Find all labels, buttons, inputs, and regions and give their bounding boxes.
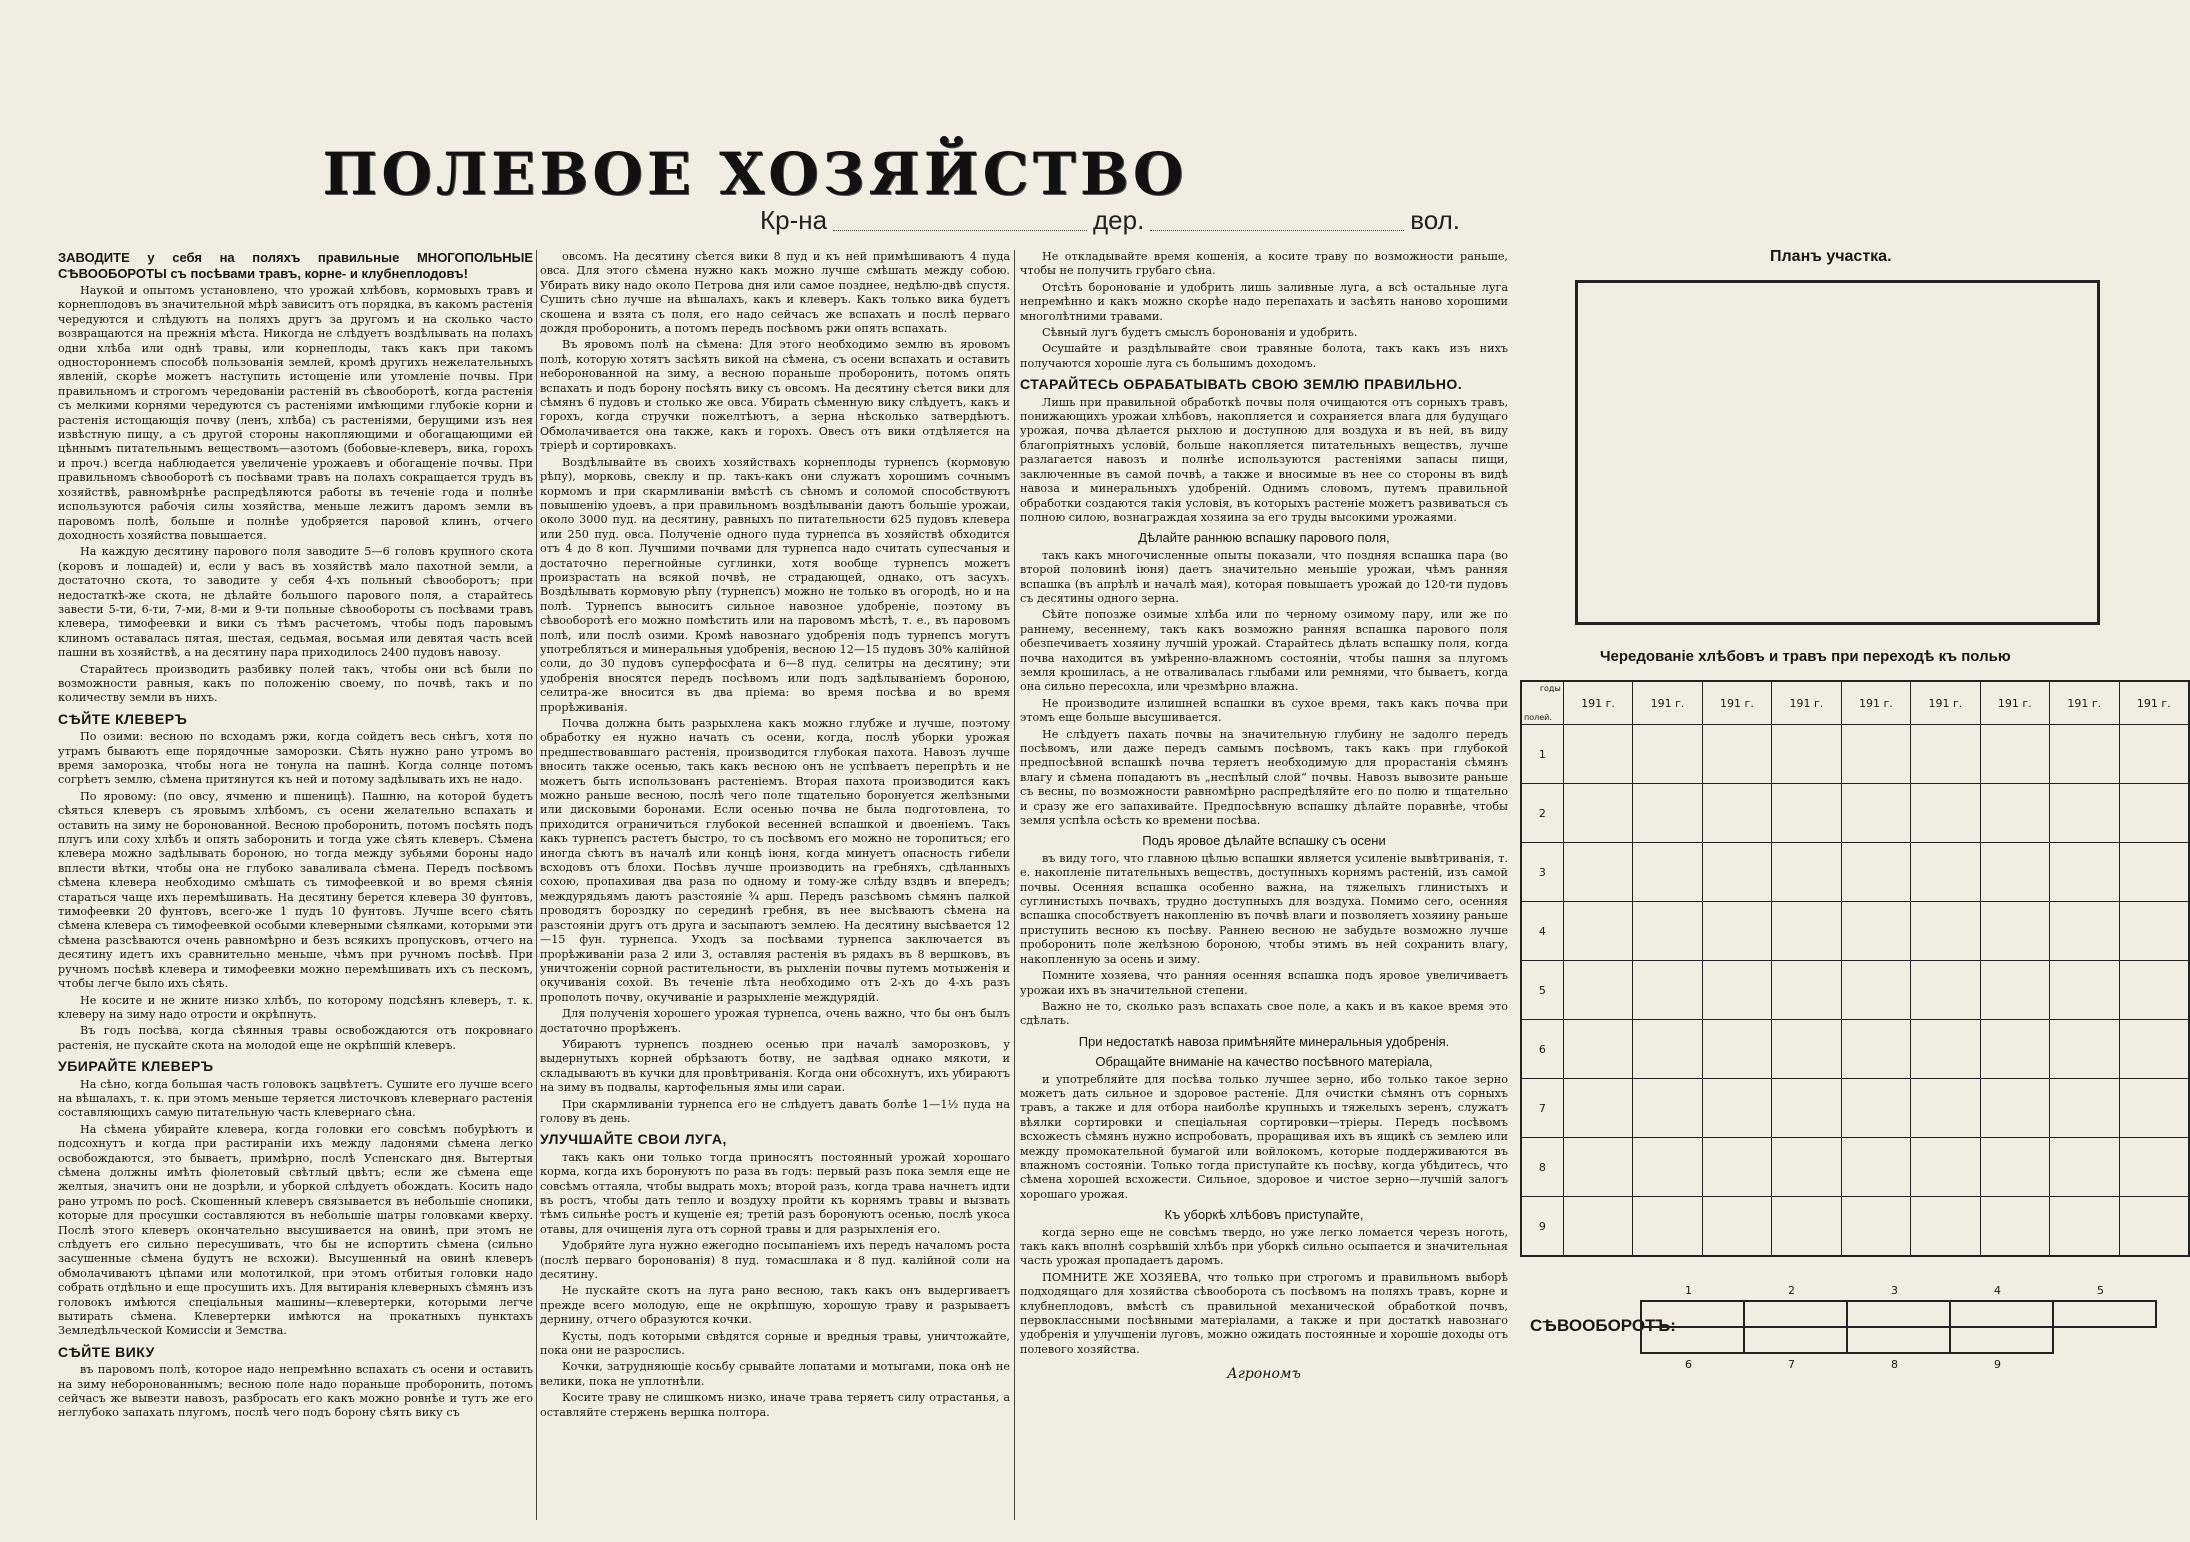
corner-years: годы: [1539, 684, 1561, 693]
grid-cell[interactable]: [1980, 961, 2049, 1020]
grid-cell[interactable]: [2050, 725, 2119, 784]
grid-cell[interactable]: [1563, 1079, 1632, 1138]
grid-cell[interactable]: [2050, 843, 2119, 902]
paragraph: Воздѣлывайте въ своихъ хозяйствахъ корнеплоды турнепсъ (кормовую рѣпу), морковь, свеклу и пр. такъ-какъ они служатъ хорошимъ сочнымъ кормомъ и при скармливаніи вмѣстѣ съ сѣномъ и соломой способствуютъ повышенію удоевъ, а при правильномъ воздѣлываніи даютъ большіе урожаи, около 3000 пуд. на десятину, равныхъ по питательности 625 пудовъ клевера или 250 пуд. овса. Полученіе одного пуда турнепса въ хозяйствѣ обходится отъ 4 до 8 коп. Лучшими почвами для турнепса надо считать супесчаныя и достаточно перегнойные суглинки, хотя вообще турнепсъ можетъ произрастать на всякой почвѣ, не страдающей, однако, отъ засухъ. Воздѣлывать кормовую рѣпу (турнепсъ) можно не только въ огородѣ, но и на полѣ. Турнепсъ выноситъ сильное навозное удобреніе, поэтому въ сѣвооборотѣ его можно помѣстить или на паровомъ мѣстѣ, т. е., въ паровомъ полѣ, или послѣ озими. Кромѣ навознаго удобренія подъ турнепсъ могутъ употребляться и минеральныя удобренія, весною 12—15 пудовъ 30% калійной соли, до 30 пудовъ суперфосфата и 6—8 пуд. селитры на десятину; эти удобренія вносятся передъ посѣвомъ или подъ задѣлываніемъ бороною, селитра-же вносится въ два пріема: во время посѣва и во время прорѣживанія.: [540, 455, 1010, 714]
grid-cell[interactable]: [2119, 784, 2189, 843]
subheading: Дѣлайте раннюю вспашку парового поля,: [1138, 530, 1390, 546]
grid-cell[interactable]: [1633, 843, 1702, 902]
grid-cell[interactable]: [1563, 1138, 1632, 1197]
paragraph: На сѣмена убирайте клевера, когда головки его совсѣмъ побурѣютъ и подсохнутъ и когда при растираніи ихъ между ладонями сѣмена легко освобождаются, это бываетъ, примѣрно, послѣ Успенскаго дня. Вытертыя сѣмена должны имѣть фіолетовый свѣтлый цвѣтъ; если же сѣмена еще желтыя, значитъ они не дозрѣли, и уборкой слѣдуетъ обождать. Косить надо рано утромъ по росѣ. Скошенный клеверъ связывается въ небольшіе снопики, которые для просушки составляются въ небольшіе шатры головками кверху. Послѣ этого клеверъ окончательно высушивается на овинѣ, при этомъ не слѣдуетъ его сильно пересушивать, что бы не испортить сѣмена (сильно засушенные сѣмена будутъ не всхожи). Высушенный на овинѣ клеверъ обмолачиваютъ цѣпами или молотилкой, при этомъ отбитыя головки надо собрать отдѣльно и еще просушить ихъ. Для вытиранія клеверныхъ сѣмянъ изъ головокъ имѣются спеціальныя машины—клевертерки, которыми легче вытирать сѣмена. Клевертерки имѣются на прокатныхъ пунктахъ Земледѣльческой Комиссіи и Земства.: [58, 1122, 533, 1338]
grid-cell[interactable]: [1841, 1138, 1910, 1197]
year-cell: 191 г.: [1841, 681, 1910, 725]
grid-cell[interactable]: [1633, 1197, 1702, 1257]
paragraph: ПОМНИТЕ ЖЕ ХОЗЯЕВА, что только при строгомъ и правильномъ выборѣ подходящаго для хозяйства сѣвооборота съ посѣвомъ на поляхъ травъ, корне и клубнеплодовъ, вмѣстѣ съ правильной механической обработкой почвъ, первоклассными посѣвными матеріалами, а также и при достаткѣ навознаго удобренія и улучшеніи луговъ, можно ожидать постоянные и хорошіе доходы отъ полевого хозяйства.: [1020, 1270, 1508, 1356]
der-label: дер.: [1092, 205, 1145, 235]
grid-cell[interactable]: [1841, 902, 1910, 961]
grid-cell[interactable]: [1911, 725, 1980, 784]
grid-cell[interactable]: [1563, 1020, 1632, 1079]
grid-cell[interactable]: [1911, 1138, 1980, 1197]
paragraph: При скармливаніи турнепса его не слѣдуетъ давать болѣе 1—1½ пуда на голову въ день.: [540, 1097, 1010, 1125]
paragraph: Не производите излишней вспашки въ сухое время, такъ какъ почва при этомъ еще больше высушивается.: [1020, 696, 1508, 725]
grid-cell[interactable]: [2119, 725, 2189, 784]
grid-cell[interactable]: [1702, 902, 1771, 961]
grid-cell[interactable]: [2119, 1020, 2189, 1079]
kr-fill: [833, 230, 1087, 231]
grid-row: [1521, 1079, 2189, 1138]
sevooborot-number: 1: [1685, 1284, 1692, 1297]
sevooborot-box[interactable]: [1743, 1326, 1848, 1354]
paragraph: Косите траву не слишкомъ низко, иначе трава теряетъ силу отрастанья, а оставляйте стержень вершка полтора.: [540, 1391, 1010, 1419]
year-cell: 191 г.: [1911, 681, 1980, 725]
section-heading: СѢЙТЕ КЛЕВЕРЪ: [58, 710, 188, 727]
paragraph: Важно не то, сколько разъ вспахать свое поле, а какъ и въ какое время это сдѣлать.: [1020, 999, 1508, 1028]
grid-cell[interactable]: [1563, 843, 1632, 902]
grid-cell[interactable]: [1772, 843, 1841, 902]
subheading: Къ уборкѣ хлѣбовъ приступайте,: [1164, 1207, 1364, 1223]
sevooborot-box[interactable]: [1743, 1300, 1848, 1328]
year-cell: 191 г.: [1563, 681, 1632, 725]
paragraph: На каждую десятину парового поля заводите 5—6 головъ крупного скота (коровъ и лошадей) и, если у васъ въ хозяйствѣ мало пахотной земли, а достаточно скота, то заводите у себя 4-хъ польный сѣвооборотъ; при недостаткѣ-же скота, не дѣлайте большого парового поля, а старайтесь завести 5-ти, 6-ти, 7-ми, 8-ми и 9-ти польные сѣвообороты съ посѣвами травъ клевера, тимофеевки и вики съ тѣмъ расчетомъ, чтобы подъ паровымъ клиномъ оставалась пятая, шестая, седьмая, восьмая или девятая часть всей пашни въ хозяйствѣ, а на десятину пара приходилось 2400 пудовъ навозу.: [58, 545, 533, 660]
sevooborot-number: 3: [1891, 1284, 1898, 1297]
field-number: 6: [1521, 1020, 1563, 1079]
subheading: Подъ яровое дѣлайте вспашку съ осени: [1142, 833, 1386, 849]
grid-cell[interactable]: [1702, 725, 1771, 784]
sevooborot-number: 7: [1788, 1358, 1795, 1371]
grid-cell[interactable]: [1633, 1138, 1702, 1197]
field-number: 1: [1521, 725, 1563, 784]
grid-cell[interactable]: [1980, 843, 2049, 902]
grid-cell[interactable]: [1980, 1020, 2049, 1079]
field-number: 2: [1521, 784, 1563, 843]
vol-label: вол.: [1410, 205, 1461, 235]
grid-cell[interactable]: [1911, 1079, 1980, 1138]
year-cell: 191 г.: [1633, 681, 1702, 725]
grid-cell[interactable]: [1633, 1020, 1702, 1079]
paragraph: Отсѣть боронованіе и удобрить лишь заливные луга, а всѣ остальные луга непремѣнно и какъ можно скорѣе надо перепахать и засѣять наново хорошими многолѣтними травами.: [1020, 280, 1508, 323]
field-number: 7: [1521, 1079, 1563, 1138]
grid-cell[interactable]: [1633, 902, 1702, 961]
section-heading: СТАРАЙТЕСЬ ОБРАБАТЫВАТЬ СВОЮ ЗЕМЛЮ ПРАВИЛЬНО.: [1020, 376, 1463, 393]
grid-cell[interactable]: [2050, 1138, 2119, 1197]
paragraph: овсомъ. На десятину сѣется вики 8 пуд и къ ней примѣшиваютъ 4 пуда овса. Для этого сѣмена нужно какъ можно лучше смѣшать между собою. Убирать вику надо около Петрова дня или самое позднее, недѣлю-двѣ спустя. Сушить сѣно лучше на вѣшалахъ, какъ и клеверъ. Какъ только вика будетъ скошена и взята съ поля, его надо сейчасъ же вспахать и послѣ перваго дождя проборонить, а потомъ передъ посѣвомъ ржи опять вспахать.: [540, 250, 1010, 336]
sevooborot-number: 8: [1891, 1358, 1898, 1371]
field-number: 4: [1521, 902, 1563, 961]
paragraph: Сѣвный лугъ будетъ смыслъ боронованія и удобрить.: [1042, 326, 1358, 340]
grid-cell[interactable]: [2119, 961, 2189, 1020]
signature: Агрономъ: [1227, 1366, 1301, 1383]
sevooborot-number: 6: [1685, 1358, 1692, 1371]
plan-label: Планъ участка.: [1770, 248, 1892, 265]
grid-cell[interactable]: [1980, 784, 2049, 843]
grid-header-row: [1521, 681, 2189, 725]
grid-cell[interactable]: [1563, 961, 1632, 1020]
grid-row: [1521, 1138, 2189, 1197]
section-heading: СѢЙТЕ ВИКУ: [58, 1343, 155, 1360]
grid-cell[interactable]: [2119, 843, 2189, 902]
grid-cell[interactable]: [1563, 902, 1632, 961]
grid-cell[interactable]: [2119, 1197, 2189, 1257]
sevooborot-box[interactable]: [1949, 1326, 2054, 1354]
grid-cell[interactable]: [1702, 1020, 1771, 1079]
grid-cell[interactable]: [1772, 1197, 1841, 1257]
paragraph: Наукой и опытомъ установлено, что урожай хлѣбовъ, кормовыхъ травъ и корнеплодовъ въ значительной мѣрѣ зависитъ отъ порядка, въ какомъ растенія чередуются и слѣдуютъ на поляхъ другъ за другомъ и на сколько часто возвращаются на прежнія мѣста. Никогда не слѣдуетъ воздѣлывать на полахъ одни хлѣба или однѣ травы, или корнеплоды, такъ какъ при такомъ одностороннемъ способѣ пользованія землей, кромѣ другихъ нежелательныхъ явленій, скорѣе можетъ наступить истощеніе или утомленіе почвы. При правильномъ и строгомъ чередованіи растеній въ сѣвооборотѣ, когда растенія съ мелкими корнями чередуются съ растеніями имѣющими глубокіе корни и растенія истощающія почву (ленъ, хлѣба) съ растеніями, берущими изъ нея извѣстную пищу, а съ другой стороны накопляющими и обогащающими ей цѣннымъ питательнымъ веществомъ—азотомъ (бобовые-клеверъ, вика, горохъ и проч.) всегда наблюдается увеличеніе урожаевъ и обогащеніе почвы. При правильномъ сѣвооборотѣ съ посѣвами травъ на полахъ сокращается трудъ въ хозяйствѣ, равномѣрнѣе распредѣляются работы въ теченіе года и полнѣе используются рабочія силы хозяйства, меньше лежитъ даромъ земли въ паровомъ полѣ, больше и полнѣе удобряется паровой клинъ, отчего доходность хозяйства повышается.: [58, 284, 533, 542]
grid-row: [1521, 1197, 2189, 1257]
paragraph: Не слѣдуетъ пахать почвы на значительную глубину не задолго передъ посѣвомъ, или даже передъ самымъ посѣвомъ, такъ какъ при глубокой предпосѣвной вспашкѣ почва теряетъ необходимую для прорастанія сѣмянъ влагу и сѣмена попадаютъ въ „неспѣлый слой“ почвы. Навозъ вывозите раньше съ весны, по возможности равномѣрно распредѣляйте его по полю и тщательно и сразу же его запахивайте. Предпосѣвную вспашку дѣлайте поравнѣе, чтобы земля успѣла осѣсть ко времени посѣва.: [1020, 727, 1508, 828]
sevooborot-box[interactable]: [1640, 1326, 1745, 1354]
grid-cell[interactable]: [1772, 784, 1841, 843]
grid-cell[interactable]: [1563, 725, 1632, 784]
rotation-grid: [1520, 680, 2190, 1257]
paragraph: когда зерно еще не совсѣмъ твердо, но уже легко ломается черезъ ноготь, такъ какъ вполнѣ созрѣвшій хлѣбъ при уборкѣ сильно осыпается и значительная часть урожая пропадаетъ даромъ.: [1020, 1225, 1508, 1268]
grid-cell[interactable]: [1841, 961, 1910, 1020]
lead-text: ЗАВОДИТЕ у себя на поляхъ правильные МНОГОПОЛЬНЫЕ СѢВООБОРОТЫ съ посѣвами травъ, корне- и клубнеплодовъ!: [58, 250, 533, 281]
grid-row: [1521, 961, 2189, 1020]
grid-cell[interactable]: [2050, 961, 2119, 1020]
paragraph: По озими: весною по всходамъ ржи, когда сойдетъ весь снѣгъ, хотя по утрамъ бываютъ еще порядочные заморозки. Сѣять нужно рано утромъ во время заморозка, чтобы нога не тонула на пашнѣ. Когда солнце потомъ согрѣетъ землю, сѣмена притянутся къ ней и потому задѣлывать ихъ не надо.: [58, 730, 533, 787]
corner-fields: полей.: [1524, 713, 1552, 722]
sevooborot-box[interactable]: [1846, 1300, 1951, 1328]
sevooborot-number: 2: [1788, 1284, 1795, 1297]
grid-cell[interactable]: [1633, 784, 1702, 843]
grid-cell[interactable]: [1841, 725, 1910, 784]
grid-cell[interactable]: [1772, 725, 1841, 784]
grid-cell[interactable]: [1980, 725, 2049, 784]
grid-cell[interactable]: [1702, 1197, 1771, 1257]
grid-cell[interactable]: [1980, 1079, 2049, 1138]
sevooborot-number: 9: [1994, 1358, 2001, 1371]
paragraph: Лишь при правильной обработкѣ почвы поля очищаются отъ сорныхъ травъ, понижающихъ урожаи хлѣбовъ, накопляется и сохраняется влага для будущаго урожая, почва дѣлается рыхлою и доступною для воздуха и въ ней, въ виду благопріятныхъ условій, больше накопляется питательныхъ веществъ, лучше разлагается навозъ и полнѣе используются растеніями запасы пищи, заключенные въ самой почвѣ, а также и вносимые въ нее со стороны въ видѣ навоза и минеральныхъ удобреній. Однимъ словомъ, путемъ правильной обработки создаются такія условія, въ которыхъ растеніе можетъ развиваться съ полною силою, вознаграждая хозяина за его труды высокими урожаями.: [1020, 395, 1508, 524]
year-cell: 191 г.: [1980, 681, 2049, 725]
paragraph: Осушайте и раздѣлывайте свои травяные болота, такъ какъ изъ нихъ получаются хорошіе луга съ большимъ доходомъ.: [1020, 342, 1508, 370]
paragraph: Сѣйте попозже озимые хлѣба или по черному озимому пару, или же по раннему, весеннему, такъ какъ возможно ранняя вспашка парового поля обезпечиваетъ хозяину лучшій урожай. Старайтесь дѣлать вспашку поля, когда почва находится въ умѣренно-влажномъ состояніи, чтобы пашня за плугомъ земля крошилась, а не отваливалась глыбами или ремнями, что бываетъ, когда она сильно пересохла, или чрезмѣрно влажна.: [1020, 608, 1508, 694]
paragraph: Убираютъ турнепсъ позднею осенью при началѣ заморозковъ, у выдернутыхъ корней обрѣзаютъ ботву, не задѣвая однако мякоти, и складываютъ въ кучки для провѣтриванія. Когда они обсохнутъ, ихъ убираютъ на зиму въ подвалы, картофельныя ямы или сараи.: [540, 1037, 1010, 1095]
paragraph: Не косите и не жните низко хлѣбъ, по которому подсѣянъ клеверъ, т. к. клеверу на зиму надо отрости и окрѣпнуть.: [58, 993, 533, 1021]
paragraph: Въ годъ посѣва, когда сѣянныя травы освобождаются отъ покровнаго растенія, не пускайте скота на молодой еще не окрѣпшій клеверъ.: [58, 1024, 533, 1052]
grid-cell[interactable]: [1702, 1138, 1771, 1197]
rotation-title: Чередованіе хлѣбовъ и травъ при переходѣ къ полью: [1600, 648, 2011, 665]
field-number: 8: [1521, 1138, 1563, 1197]
year-cell: 191 г.: [1772, 681, 1841, 725]
grid-cell[interactable]: [1563, 1197, 1632, 1257]
plan-box: [1575, 280, 2100, 625]
paragraph: На сѣно, когда большая часть головокъ зацвѣтетъ. Сушите его лучше всего на вѣшалахъ, т. к. при этомъ меньше теряется листочковъ клевернаго растенія составляющихъ самую питательную часть клевернаго сѣна.: [58, 1077, 533, 1120]
grid-cell[interactable]: [1911, 1197, 1980, 1257]
paragraph: Не пускайте скотъ на луга рано весною, такъ какъ онъ выдергиваетъ прежде всего молодую, еще не окрѣпшую, хорошую траву и разрываетъ дернину, отчего образуются кочки.: [540, 1284, 1010, 1327]
sevooborot-box[interactable]: [1640, 1300, 1745, 1328]
sevooborot-box[interactable]: [2052, 1300, 2157, 1328]
grid-cell[interactable]: [1841, 1079, 1910, 1138]
grid-cell[interactable]: [1841, 1020, 1910, 1079]
paragraph: такъ какъ они только тогда приносятъ постоянный урожай хорошаго корма, когда ихъ боронуютъ по раза въ годъ: первый разъ пока земля еще не совсѣмъ оттаяла, чтобы выдрать мохъ; второй разъ, когда трава начнетъ идти въ ростъ, чтобы дать тепло и воздуху пройти къ корнямъ травы и вызвать тѣмъ сильнѣе ростъ и кущеніе ея; третій разъ боронуютъ осенью, послѣ укоса отавы, для очищенія луга отъ сорной травы и для разрыхленія его.: [540, 1150, 1010, 1236]
grid-cell[interactable]: [2119, 1079, 2189, 1138]
grid-cell[interactable]: [2119, 1138, 2189, 1197]
grid-cell[interactable]: [2119, 902, 2189, 961]
column-divider: [1014, 250, 1015, 1520]
grid-cell[interactable]: [1563, 784, 1632, 843]
paragraph: Кусты, подъ которыми свѣдятся сорные и вредныя травы, уничтожайте, пока они не разрослись.: [540, 1329, 1010, 1358]
paragraph: Удобряйте луга нужно ежегодно посыпаніемъ ихъ передъ началомъ роста (послѣ перваго боронованія) 8 пуд. томасшлака и 8 пуд. калійной соли на десятину.: [540, 1239, 1010, 1282]
address-line: [760, 205, 1460, 236]
grid-cell[interactable]: [1633, 725, 1702, 784]
sevooborot-box[interactable]: [1846, 1326, 1951, 1354]
grid-cell[interactable]: [2050, 784, 2119, 843]
grid-cell[interactable]: [1772, 1079, 1841, 1138]
grid-cell[interactable]: [1980, 902, 2049, 961]
sevooborot-number: 4: [1994, 1284, 2001, 1297]
paragraph: По яровому: (по овсу, ячменю и пшеницѣ). Пашню, на которой будетъ сѣяться клеверъ съ яровымъ хлѣбомъ, съ осени желательно вспахать и оставить на зиму не боронованной. Весною проборонить, потомъ посѣять подъ плугъ или соху хлѣбъ и опять заборонить и тогда уже сѣять клеверъ. Сѣмена клевера можно задѣлывать бороною, но тогда между зубьями бороны надо вплести вѣтки, чтобы она не глубоко заваливала сѣмена. Передъ посѣвомъ сѣмена клевера необходимо смѣшать съ тимофеевкой и во время сѣянія стараться чаще ихъ перемѣшивать. На десятину берется клевера 30 фунтовъ, тимофеевки 20 фунтовъ, всего-же 1 пудъ 10 фунтовъ. Лучше всего сѣять сѣмена клевера съ тимофеевкой особыми клеверными сѣялками, которыми эти сѣмена разсѣваются очень равномѣрно и безъ всякихъ пропусковъ, отчего на десятину идетъ ихъ сравнительно меньше, чѣмъ при ручномъ посѣвѣ. При ручномъ посѣвѣ клевера и тимофеевки можно перемѣшивать ихъ съ пескомъ, чтобы легче было ихъ сѣять.: [58, 789, 533, 991]
field-number: 3: [1521, 843, 1563, 902]
grid-row: [1521, 725, 2189, 784]
grid-cell[interactable]: [1911, 902, 1980, 961]
text-column-2: [540, 250, 1010, 1520]
sevooborot-label: СѢВООБОРОТЪ:: [1530, 1316, 1676, 1335]
grid-cell[interactable]: [1702, 1079, 1771, 1138]
text-column-1: [58, 250, 533, 1520]
grid-cell[interactable]: [1911, 784, 1980, 843]
grid-cell[interactable]: [1633, 961, 1702, 1020]
paragraph: въ паровомъ полѣ, которое надо непремѣнно вспахать съ осени и оставить на зиму неборонованнымъ; весною поле надо пораньше проборонить, потомъ сейчасъ же вывезти навозъ, разбросать его какъ можно ровнѣе и тутъ же его неглубоко запахать плугомъ, послѣ чего подъ борону сѣять вику съ: [58, 1363, 533, 1420]
grid-body: [1521, 725, 2189, 1257]
paragraph: въ виду того, что главною цѣлью вспашки является усиленіе вывѣтриванія, т. е. накопленіе питательныхъ веществъ, доступныхъ корнямъ растеній, изъ самой почвы. Осенняя вспашка особенно важна, на тяжелыхъ глинистыхъ и суглинистыхъ почвахъ, трудно доступныхъ для воздуха. Помимо сего, осенняя вспашка способствуетъ накопленію въ почвѣ влаги и позволяетъ хозяину раньше приступить весною къ посѣву. Раннею весною не забудьте возможно лучше проборонить поле желѣзною бороною, чтобы этимъ въ ней сохранить влагу, накопленную за осень и зиму.: [1020, 851, 1508, 966]
grid-cell[interactable]: [1911, 843, 1980, 902]
grid-cell[interactable]: [1911, 1020, 1980, 1079]
paragraph: Почва должна быть разрыхлена какъ можно глубже и лучше, поэтому обработку ея нужно начать съ осени, когда, послѣ уборки урожая предшествовавшаго растенія, производится глубокая пахота. Навозъ лучше вносить также осенью, такъ какъ весною онъ не успѣваетъ перепрѣть и не можетъ быть использованъ растеніемъ. Вторая пахота производится какъ можно раньше весною, послѣ чего поле тщательно боронуется желѣзными или дисковыми боронами. Если осенью почва не была подготовлена, то приходится ограничиться глубокой весенней вспашкой и двоеніемъ. Такъ какъ турнепсъ растетъ быстро, то съ посѣвомъ его можно не торопиться; его иногда сѣютъ въ началѣ или концѣ іюня, когда минуетъ опасность гибели всходовъ отъ блохи. Посѣвъ лучше производить на гребняхъ, сдѣланныхъ сохою, пропахивая два раза по одному и тому-же слѣду вздвъ и впередъ; междурядьямъ даютъ разстояніе ¾ арш. Передъ разсѣвомъ сѣмянъ палкой проводятъ бороздку по серединѣ гребня, въ нее высѣваютъ сѣмена на разстояніи другъ отъ друга и засыпаютъ землею. На десятину высѣвается 12—15 фун. турнепса. Уходъ за посѣвами турнепса заключается въ прорѣживаніи раза 2 или 3, оставляя растенія въ рядахъ въ 8 вершковъ, въ уничтоженіи сорной растительности, въ рыхленіи почвы путемъ мотыженія и окучиванія сохой. Въ теченіе лѣта необходимо отъ 2-хъ до 4-хъ разъ прополоть почву, окучиваніе и разрыхленіе междурядій.: [540, 717, 1010, 1004]
grid-cell[interactable]: [1772, 1020, 1841, 1079]
paragraph: Помните хозяева, что ранняя осенняя вспашка подъ яровое увеличиваетъ урожаи ихъ въ значительной степени.: [1020, 969, 1508, 997]
year-cell: 191 г.: [1702, 681, 1771, 725]
column-divider: [536, 250, 537, 1520]
paragraph: такъ какъ многочисленные опыты показали, что поздняя вспашка пара (во второй половинѣ іюня) даетъ значительно меньшіе урожаи, чѣмъ ранняя вспашка (въ апрѣлѣ и началѣ мая), которая повышаетъ урожай до 120-ти пудовъ съ десятины одного зерна.: [1020, 548, 1508, 605]
grid-cell[interactable]: [2050, 1197, 2119, 1257]
grid-cell[interactable]: [1702, 961, 1771, 1020]
der-fill: [1150, 230, 1404, 231]
subheading: Обращайте вниманіе на качество посѣвного матеріала,: [1095, 1054, 1433, 1070]
paragraph: Для полученія хорошего урожая турнепса, очень важно, что бы онъ былъ достаточно прорѣженъ.: [540, 1007, 1010, 1035]
year-cell: 191 г.: [2050, 681, 2119, 725]
year-cell: 191 г.: [2119, 681, 2189, 725]
field-number: 9: [1521, 1197, 1563, 1257]
grid-row: [1521, 902, 2189, 961]
paragraph: и употребляйте для посѣва только лучшее зерно, ибо только такое зерно можетъ дать сильное и здоровое растеніе. Для очистки сѣмянъ отъ сорныхъ травъ, а также и для отбора наиболѣе крупныхъ и тяжелыхъ зеренъ, служатъ вѣялки сортировки и спеціальная сортировки—тріеры. Передъ посѣвомъ всхожесть сѣмянъ нужно испробовать, проращивая ихъ въ ящикѣ съ землею или между промокательной бумагой или войлокомъ, которые поддерживаются въ влажномъ состояніи. Только тогда приступайте къ посѣву, когда убѣдитесь, что сѣмена хорошей всхожести. Сильное, здоровое и чистое зерно—лучшій залогъ хорошаго урожая.: [1020, 1072, 1508, 1201]
grid-cell[interactable]: [2050, 1079, 2119, 1138]
grid-cell[interactable]: [1911, 961, 1980, 1020]
grid-cell[interactable]: [2050, 1020, 2119, 1079]
section-heading: УЛУЧШАЙТЕ СВОИ ЛУГА,: [540, 1131, 727, 1148]
sevooborot-box[interactable]: [1949, 1300, 2054, 1328]
grid-cell[interactable]: [1980, 1138, 2049, 1197]
paragraph: Не откладывайте время кошенія, а косите траву по возможности раньше, чтобы не получить грубаго сѣна.: [1020, 250, 1508, 278]
grid-corner: [1521, 681, 1563, 725]
paragraph: Кочки, затрудняющіе косьбу срывайте лопатами и мотыгами, пока онѣ не велики, пока не уплотнѣли.: [540, 1360, 1010, 1388]
grid-row: [1521, 784, 2189, 843]
grid-cell[interactable]: [1980, 1197, 2049, 1257]
grid-cell[interactable]: [1702, 784, 1771, 843]
grid-row: [1521, 1020, 2189, 1079]
paragraph: Въ яровомъ полѣ на сѣмена: Для этого необходимо землю въ яровомъ полѣ, которую хотятъ засѣять викой на сѣмена, съ осени вспахать и оставить неборонованной на зиму, а весною пораньше проборонить, потомъ опять вспахать и подъ борону посѣять вику съ овсомъ. На десятину сѣется вики для сѣмянъ 6 пудовъ и столько же овса. Убирать сѣменную вику слѣдуетъ, какъ и горохъ, когда стручки пожелтѣютъ, а зерна нѣсколько затвердѣютъ. Обмолачивается она также, какъ и горохъ. Овесъ отъ вики отдѣляется на тріерѣ и сортировкахъ.: [540, 338, 1010, 453]
grid-cell[interactable]: [1772, 1138, 1841, 1197]
kr-label: Кр-на: [760, 205, 828, 235]
grid-row: [1521, 843, 2189, 902]
text-column-3: [1020, 250, 1508, 1520]
subheading: При недостаткѣ навоза примѣняйте минеральныя удобренія.: [1078, 1033, 1450, 1049]
section-heading: УБИРАЙТЕ КЛЕВЕРЪ: [58, 1058, 214, 1075]
grid-cell[interactable]: [1841, 843, 1910, 902]
grid-cell[interactable]: [1841, 1197, 1910, 1257]
sevooborot-number: 5: [2097, 1284, 2104, 1297]
page-title: ПОЛЕВОЕ ХОЗЯЙСТВО: [322, 140, 1188, 208]
field-number: 5: [1521, 961, 1563, 1020]
grid-cell[interactable]: [1702, 843, 1771, 902]
grid-cell[interactable]: [1633, 1079, 1702, 1138]
grid-cell[interactable]: [2050, 902, 2119, 961]
grid-cell[interactable]: [1772, 902, 1841, 961]
paragraph: Старайтесь производить разбивку полей такъ, чтобы они всѣ были по возможности равныя, какъ по положенію своему, по почвѣ, такъ и по количеству земли въ нихъ.: [58, 662, 533, 705]
grid-cell[interactable]: [1841, 784, 1910, 843]
grid-cell[interactable]: [1772, 961, 1841, 1020]
